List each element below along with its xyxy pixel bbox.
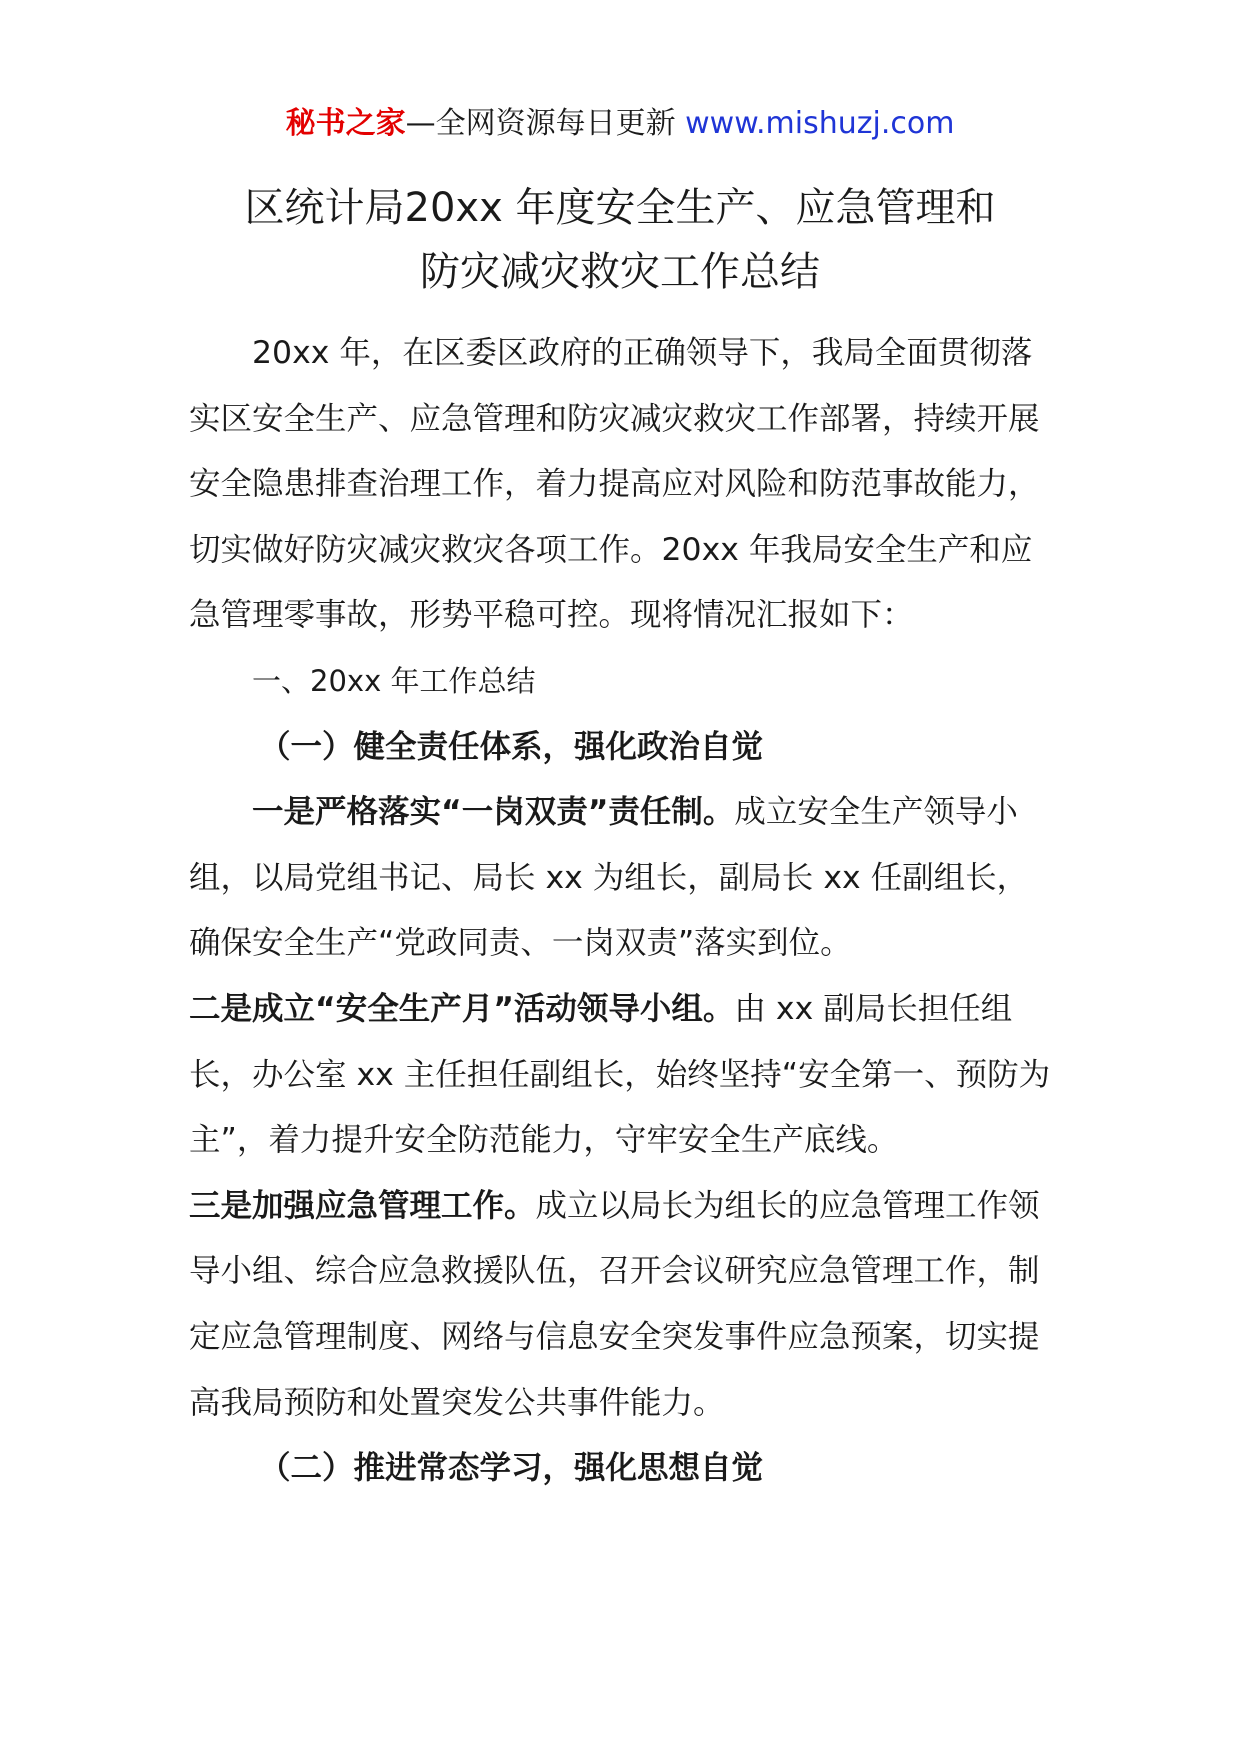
point-lead-3: 三是加强应急管理工作。	[189, 1187, 536, 1224]
site-url-link[interactable]: www.mishuzj.com	[685, 106, 955, 141]
point-lead-2: 二是成立“安全生产月”活动领导小组。	[189, 990, 735, 1027]
site-brand: 秘书之家	[285, 106, 406, 141]
point-text-3: 成立以局长为组长的应急管理工作领导小组、综合应急救援队伍，召开会议研究应急管理工作，制定应急管理制度、网络与信息安全突发事件应急预案，切实提高我局预防和处置突发公共事件能力。	[189, 1187, 1040, 1421]
site-slogan: —全网资源每日更新	[405, 106, 676, 141]
point-paragraph-2	[189, 977, 1053, 1174]
point-lead-1: 一是严格落实“一岗双责”责任制。	[252, 794, 735, 831]
point-text-1: 成立安全生产领导小组，以局党组书记、局长 xx 为组长，副局长 xx 任副组长，确保安全生产“党政同责、一岗双责”落实到位。	[189, 794, 1029, 962]
section-heading-1: 一、20xx 年工作总结	[252, 663, 536, 698]
site-header	[0, 104, 1240, 144]
subheading-1: （一）健全责任体系，强化政治自觉	[259, 728, 764, 765]
point-paragraph-1	[189, 780, 1053, 977]
point-paragraph-3	[189, 1174, 1053, 1436]
title-line-1: 区统计局20xx 年度安全生产、应急管理和	[244, 185, 996, 231]
intro-paragraph: 20xx 年，在区委区政府的正确领导下，我局全面贯彻落实区安全生产、应急管理和防灾减灾救灾工作部署，持续开展安全隐患排查治理工作，着力提高应对风险和防范事故能力，切实做好防灾减灾救灾各项工作。20xx 年我局安全生产和应急管理零事故，形势平稳可控。现将情况汇报如下：	[189, 335, 1040, 634]
title-line-2: 防灾减灾救灾工作总结	[420, 249, 820, 295]
point-text-2: 由 xx 副局长担任组长，办公室 xx 主任担任副组长，始终坚持“安全第一、预防为主”，着力提升安全防范能力，守牢安全生产底线。	[189, 990, 1051, 1159]
subheading-2: （二）推进常态学习，强化思想自觉	[259, 1450, 764, 1487]
document-body	[189, 321, 1053, 1502]
document-title	[160, 176, 1080, 304]
